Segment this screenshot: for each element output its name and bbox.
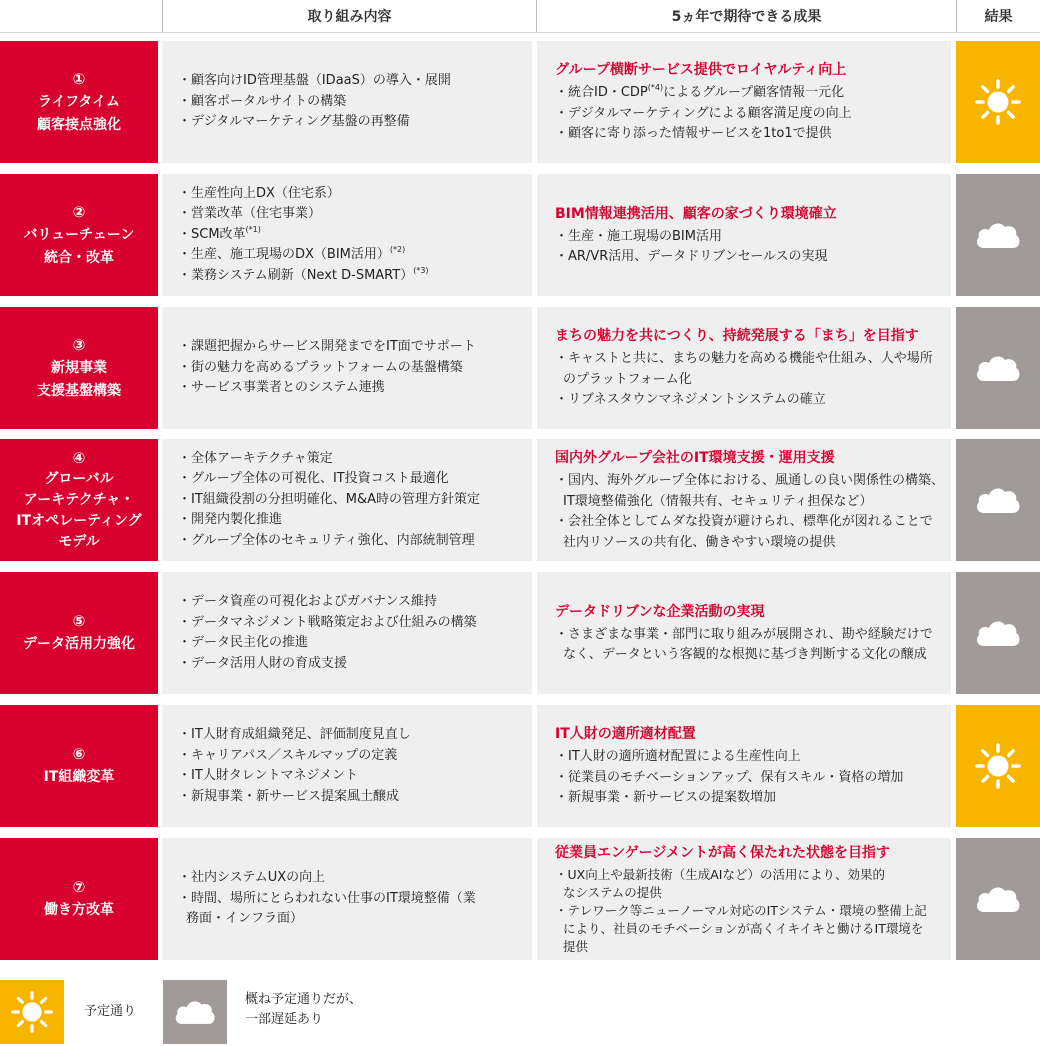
row-number: ⑥ xyxy=(72,745,86,763)
result-headline: 従業員エンゲージメントが高く保たれた状態を目指す xyxy=(555,845,891,861)
actions-cell xyxy=(162,705,532,827)
status-cloud xyxy=(956,572,1040,694)
result-item: ・新規事業・新サービスの提案数増加 xyxy=(555,790,777,806)
row-title-line: 支援基盤構築 xyxy=(37,382,121,399)
results-cell xyxy=(537,174,951,296)
footnote-mark: (*3) xyxy=(413,265,429,275)
cloud-icon xyxy=(173,998,217,1026)
result-headline: グループ横断サービス提供でロイヤルティ向上 xyxy=(555,62,847,79)
actions-cell xyxy=(162,572,532,694)
results-cell xyxy=(537,307,951,429)
result-item: ・リブネスタウンマネジメントシステムの確立 xyxy=(555,392,826,408)
row-title-line: データ活用力強化 xyxy=(23,636,135,652)
action-item: ・データ民主化の推進 xyxy=(178,635,309,650)
row-number: ③ xyxy=(72,335,86,354)
action-item: ・デジタルマーケティング基盤の再整備 xyxy=(178,114,410,130)
row-label xyxy=(0,307,158,429)
action-item: ・営業改革（住宅事業） xyxy=(178,206,322,222)
action-item: ・開発内製化推進 xyxy=(178,512,283,528)
legend-cloud-label-line: 一部遅延あり xyxy=(245,1012,324,1027)
actions-cell xyxy=(162,307,532,429)
cloud-icon xyxy=(974,353,1022,383)
result-item: ・デジタルマーケティングによる顧客満足度の向上 xyxy=(555,105,852,121)
legend-sun-box xyxy=(0,980,64,1044)
row-label xyxy=(0,705,158,827)
action-item: ・社内システムUXの向上 xyxy=(178,870,326,886)
row-label xyxy=(0,838,158,960)
actions-cell xyxy=(162,41,532,163)
status-sun xyxy=(956,705,1040,827)
table-row-3 xyxy=(0,307,1040,429)
results-cell xyxy=(537,41,951,163)
row-title-line: IT組織変革 xyxy=(43,769,115,785)
result-item xyxy=(555,83,945,104)
action-item: ・IT人財育成組織発足、評価制度見直し xyxy=(178,727,411,742)
sun-icon xyxy=(975,79,1021,125)
result-text: によるグループ顧客情報一元化 xyxy=(663,85,845,101)
row-number: ② xyxy=(72,202,86,221)
action-item: ・時間、場所にとらわれない仕事のIT環境整備（業務面・インフラ面） xyxy=(178,890,476,927)
action-item: ・IT組織役割の分担明確化、M&A時の管理方針策定 xyxy=(178,491,481,507)
result-item: ・生産・施工現場のBIM活用 xyxy=(555,228,722,244)
result-headline: データドリブンな企業活動の実現 xyxy=(555,603,765,620)
result-headline: BIM情報連携活用、顧客の家づくり環境確立 xyxy=(555,205,837,222)
action-item: ・データ活用人財の育成支援 xyxy=(178,655,348,671)
status-cloud xyxy=(956,307,1040,429)
action-item: ・街の魅力を高めるプラットフォームの基盤構築 xyxy=(178,359,463,375)
row-label xyxy=(0,439,158,561)
row-title-line: 働き方改革 xyxy=(44,902,114,918)
table-row-7 xyxy=(0,838,1040,960)
header-status: 結果 xyxy=(956,0,1040,32)
result-headline: 国内外グループ会社のIT環境支援・運用支援 xyxy=(555,450,835,466)
row-label xyxy=(0,41,158,163)
row-title-line: ITオペレーティング xyxy=(16,512,142,529)
actions-cell xyxy=(162,838,532,960)
actions-cell xyxy=(162,174,532,296)
row-label xyxy=(0,572,158,694)
action-item: ・IT人財タレントマネジメント xyxy=(178,768,359,783)
table-row-1 xyxy=(0,41,1040,163)
result-headline: IT人財の適所適材配置 xyxy=(555,726,696,743)
action-text: ・SCM改革 xyxy=(178,226,246,242)
cloud-icon xyxy=(974,618,1022,648)
result-item: ・キャストと共に、まちの魅力を高める機能や仕組み、人や場所のプラットフォーム化 xyxy=(555,351,933,387)
result-item: ・IT人財の適所適材配置による生産性向上 xyxy=(555,749,801,765)
result-item: ・国内、海外グループ全体における、風通しの良い関係性の構築、IT環境整備強化（情報共有、セキュリティ担保など） xyxy=(555,473,944,509)
legend-cloud-label-line: 概ね予定通りだが、 xyxy=(245,992,363,1007)
header-divider xyxy=(0,32,1040,33)
row-number: ⑦ xyxy=(72,878,86,896)
status-cloud xyxy=(956,838,1040,960)
action-item: ・生産性向上DX（住宅系） xyxy=(178,185,340,201)
action-item: ・データ資産の可視化およびガバナンス維持 xyxy=(178,594,437,609)
action-item: ・新規事業・新サービス提案風土醸成 xyxy=(178,788,400,804)
status-cloud xyxy=(956,439,1040,561)
row-title-line: 新規事業 xyxy=(51,359,107,376)
result-item: ・AR/VR活用、データドリブンセールスの実現 xyxy=(555,249,828,264)
row-title-line: グローバル xyxy=(44,470,114,487)
action-item: ・サービス事業者とのシステム連携 xyxy=(178,380,385,396)
status-sun xyxy=(956,41,1040,163)
results-cell xyxy=(537,705,951,827)
results-cell xyxy=(537,572,951,694)
sun-icon xyxy=(11,991,53,1033)
row-title-line: モデル xyxy=(58,533,100,550)
result-item: ・会社全体としてムダな投資が避けられ、標準化が図れることで社内リソースの共有化、働きやすい環境の提供 xyxy=(555,514,933,550)
cloud-icon xyxy=(974,884,1022,914)
action-item xyxy=(178,225,532,246)
footnote-mark: (*1) xyxy=(245,224,261,234)
sun-icon xyxy=(975,743,1021,789)
row-title-line: ライフタイム xyxy=(38,93,120,110)
legend-sun-label: 予定通り xyxy=(84,1004,137,1019)
row-number: ④ xyxy=(72,448,86,467)
legend xyxy=(0,980,1040,1046)
actions-cell xyxy=(162,439,532,561)
result-text: ・統合ID・CDP xyxy=(555,85,648,101)
table-row-4 xyxy=(0,439,1040,561)
action-item: ・グループ全体のセキュリティ強化、内部統制管理 xyxy=(178,532,475,548)
action-item: ・グループ全体の可視化、IT投資コスト最適化 xyxy=(178,471,449,487)
row-title-line: バリューチェーン xyxy=(23,226,135,243)
table-row-2 xyxy=(0,174,1040,296)
result-item: ・テレワーク等ニューノーマル対応のITシステム・環境の整備上記により、社員のモチベーションが高くイキイキと働けるIT環境を提供 xyxy=(555,903,927,954)
results-cell xyxy=(537,439,951,561)
result-item: ・さまざまな事業・部門に取り組みが展開され、勘や経験だけでなく、データという客観的な根拠に基づき判断する文化の醸成 xyxy=(555,626,933,662)
result-headline: まちの魅力を共につくり、持続発展する「まち」を目指す xyxy=(555,328,919,345)
action-item: ・データマネジメント戦略策定および仕組みの構築 xyxy=(178,614,477,630)
action-text: ・生産、施工現場のDX（BIM活用） xyxy=(178,247,390,263)
header-actions: 取り組み内容 xyxy=(162,0,536,32)
table-row-5 xyxy=(0,572,1040,694)
action-item: ・キャリアパス／スキルマップの定義 xyxy=(178,747,398,763)
action-item: ・課題把握からサービス開発までをIT面でサポート xyxy=(178,339,476,355)
result-item: ・顧客に寄り添った情報サービスを1to1で提供 xyxy=(555,126,832,142)
header-results: 5ヵ年で期待できる成果 xyxy=(536,0,956,32)
legend-cloud-box xyxy=(163,980,227,1044)
action-item: ・全体アーキテクチャ策定 xyxy=(178,450,333,466)
result-item: ・従業員のモチベーションアップ、保有スキル・資格の増加 xyxy=(555,769,904,785)
status-cloud xyxy=(956,174,1040,296)
results-cell xyxy=(537,838,951,960)
cloud-icon xyxy=(974,220,1022,250)
row-number: ⑤ xyxy=(72,612,86,630)
row-label xyxy=(0,174,158,296)
row-number: ① xyxy=(72,69,86,88)
footnote-mark: (*4) xyxy=(647,83,664,93)
action-text: ・業務システム刷新（Next D-SMART） xyxy=(178,267,414,283)
action-item: ・顧客向けID管理基盤（IDaaS）の導入・展開 xyxy=(178,73,451,89)
action-item xyxy=(178,266,532,287)
action-item xyxy=(178,245,532,266)
row-title-line: 顧客接点強化 xyxy=(37,116,121,133)
cloud-icon xyxy=(974,485,1022,515)
table-row-6 xyxy=(0,705,1040,827)
action-item: ・顧客ポータルサイトの構築 xyxy=(178,93,347,109)
row-title-line: 統合・改革 xyxy=(44,249,114,266)
row-title-line: アーキテクチャ・ xyxy=(23,491,135,508)
footnote-mark: (*2) xyxy=(389,245,406,255)
result-item: ・UX向上や最新技術（生成AIなど）の活用により、効果的なシステムの提供 xyxy=(555,867,885,900)
legend-cloud-label xyxy=(245,990,445,1030)
